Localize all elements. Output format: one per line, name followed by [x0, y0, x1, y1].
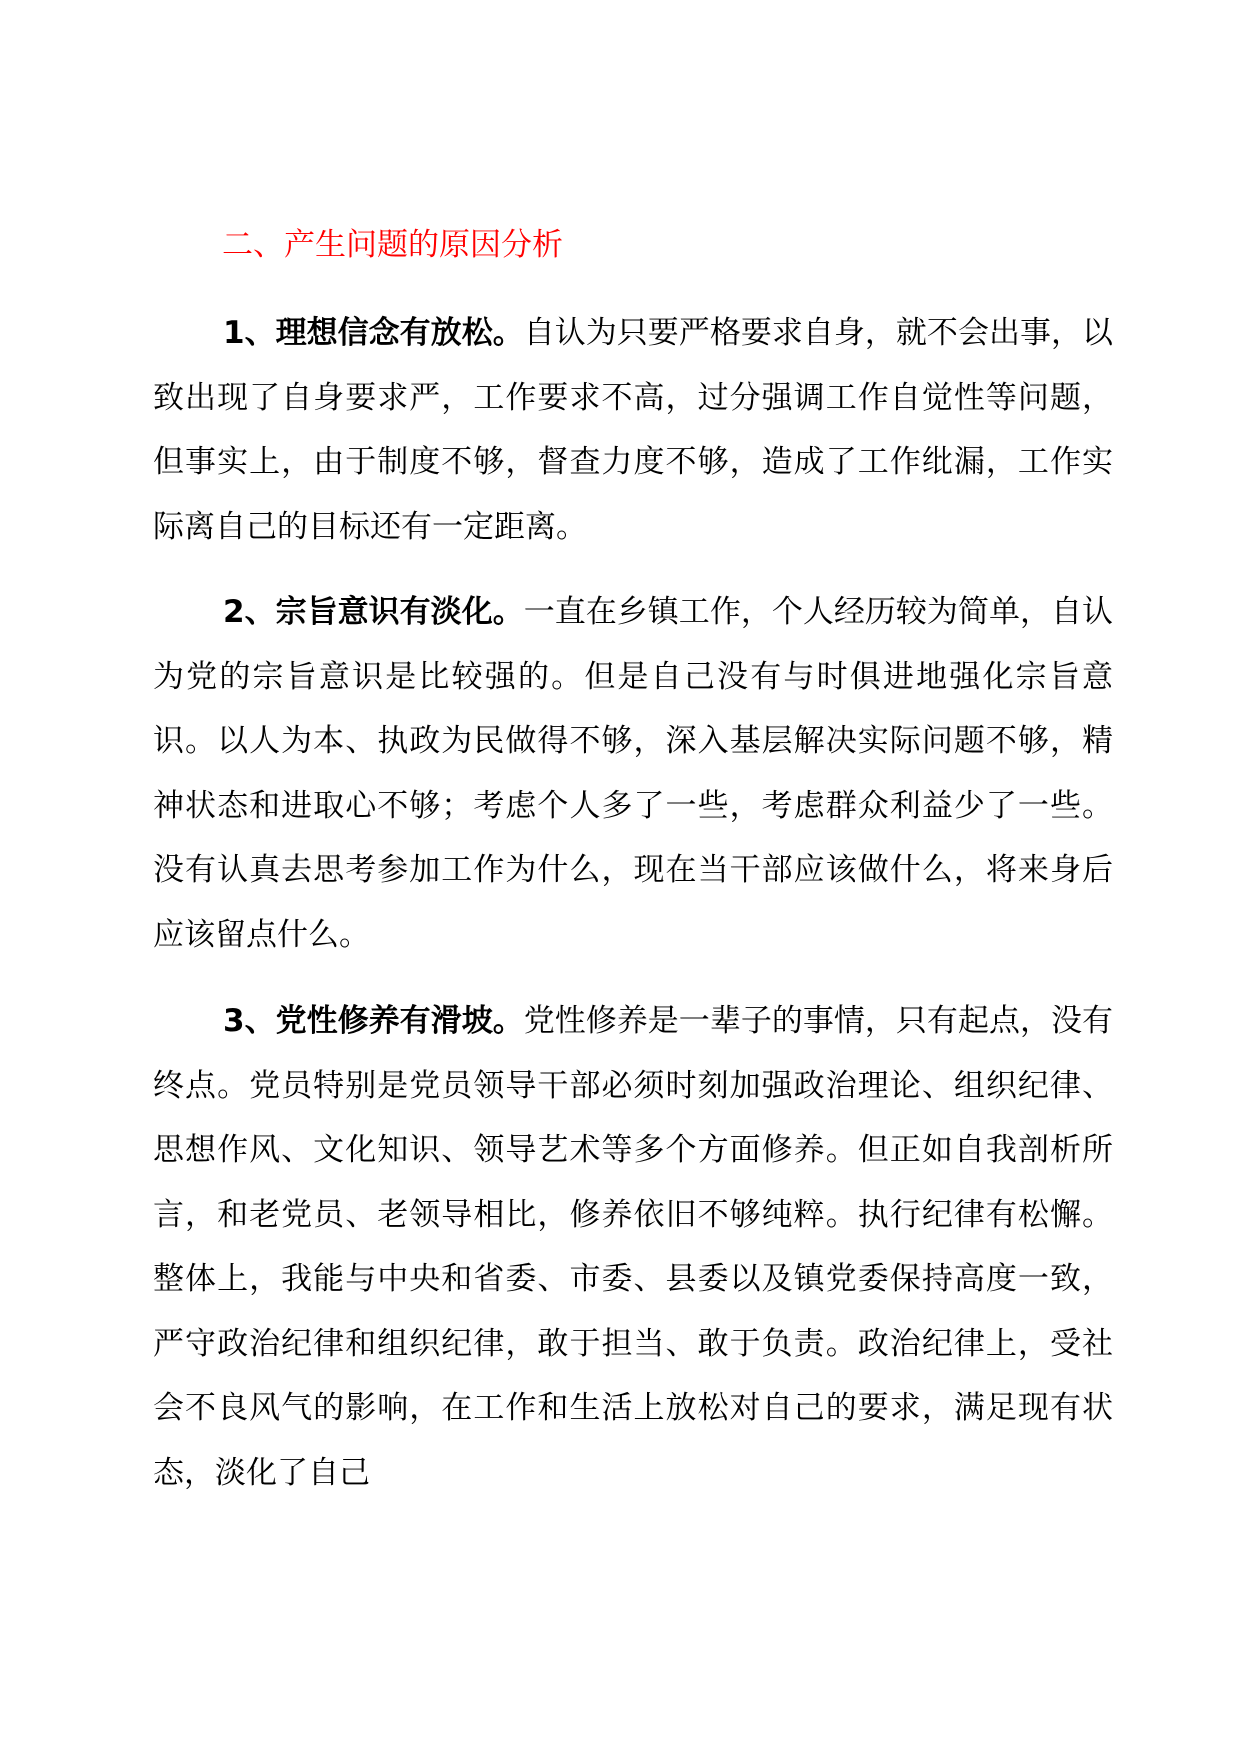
paragraph-purpose-awareness — [153, 580, 1113, 967]
paragraph-text: 一直在乡镇工作，个人经历较为简单，自认为党的宗旨意识是比较强的。但是自己没有与时俱进地强化宗旨意识。以人为本、执政为民做得不够，深入基层解决实际问题不够，精神状态和进取心不够；考虑个人多了一些，考虑群众利益少了一些。没有认真去思考参加工作为什么，现在当干部应该做什么，将来身后应该留点什么。 — [153, 594, 1114, 953]
paragraph-text: 自认为只要严格要求自身，就不会出事，以致出现了自身要求严，工作要求不高，过分强调工作自觉性等问题，但事实上，由于制度不够，督查力度不够，造成了工作纰漏，工作实际离自己的目标还有一定距离。 — [153, 315, 1114, 545]
paragraph-party-cultivation — [153, 989, 1113, 1505]
paragraph-lead: 1、理想信念有放松。 — [223, 315, 524, 351]
paragraph-text: 党性修养是一辈子的事情，只有起点，没有终点。党员特别是党员领导干部必须时刻加强政治理论、组织纪律、思想作风、文化知识、领导艺术等多个方面修养。但正如自我剖析所言，和老党员、老领导相比，修养依旧不够纯粹。执行纪律有松懈。整体上，我能与中央和省委、市委、县委以及镇党委保持高度一致，严守政治纪律和组织纪律，敢于担当、敢于负责。政治纪律上，受社会不良风气的影响，在工作和生活上放松对自己的要求，满足现有状态，淡化了自己 — [153, 1003, 1114, 1491]
section-heading: 二、产生问题的原因分析 — [222, 227, 563, 263]
paragraph-ideals-and-beliefs — [153, 301, 1113, 559]
paragraph-lead: 3、党性修养有滑坡。 — [223, 1003, 524, 1039]
paragraph-lead: 2、宗旨意识有淡化。 — [223, 594, 524, 630]
